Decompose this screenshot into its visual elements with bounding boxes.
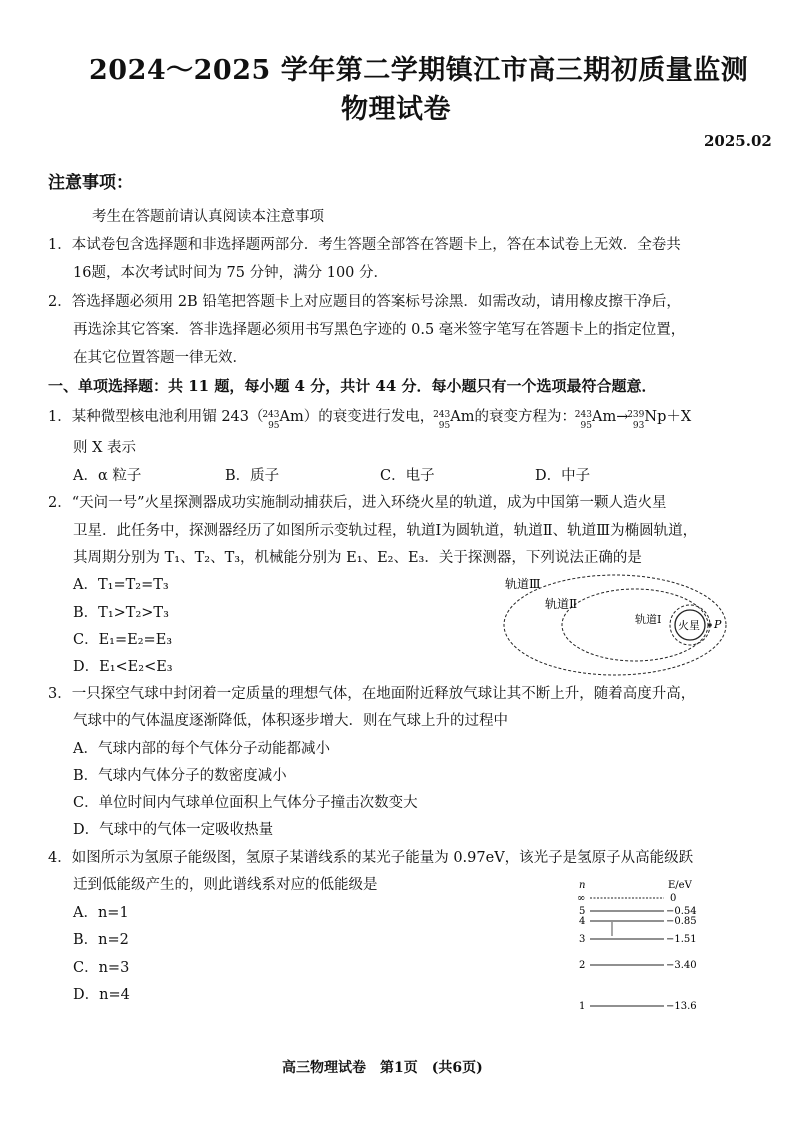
q2-option-a: A．T₁=T₂=T₃ [73, 577, 169, 593]
notice-item-2-line-3: 在其它位置答题一律无效． [73, 350, 247, 366]
q3-option-b: B．气球内气体分子的数密度减小 [73, 768, 287, 784]
level-e-2: −3.40 [666, 960, 697, 971]
energy-level-diagram [572, 876, 712, 1016]
orbit-1-label: 轨道Ⅰ [635, 613, 662, 626]
question-4-line-1: 4．如图所示为氢原子能级图，氢原子某谱线系的某光子能量为 0.97eV，该光子是氢原子从高能级跃 [48, 850, 694, 866]
question-1-stem [48, 406, 692, 431]
q4-option-c: C．n=3 [73, 960, 130, 976]
arrow-icon: → [616, 409, 629, 425]
question-2-line-3: 其周期分别为 T₁、T₂、T₃，机械能分别为 E₁、E₂、E₃．关于探测器，下列说法正确的是 [73, 550, 642, 566]
np-symbol: Np [644, 409, 667, 425]
level-n-inf: ∞ [577, 893, 586, 904]
am-symbol-3: Am [591, 409, 617, 425]
section-1-heading: 一、单项选择题：共 11 题，每小题 4 分，共计 44 分．每小题只有一个选项最符合题意． [48, 377, 657, 395]
point-p-label: P [714, 618, 722, 631]
level-e-5: −0.54 [666, 906, 697, 917]
level-n-1: 1 [579, 1001, 586, 1012]
q2-option-c: C．E₁=E₂=E₃ [73, 632, 173, 648]
q4-option-a: A．n=1 [73, 905, 129, 921]
question-3-line-2: 气球中的气体温度逐渐降低，体积逐步增大．则在气球上升的过程中 [73, 713, 508, 729]
level-e-4: −0.85 [666, 916, 697, 927]
am-nuclide [262, 406, 280, 431]
am-charge-3: 95 [580, 421, 592, 431]
q3-option-a: A．气球内部的每个气体分子动能都减小 [73, 741, 330, 757]
q1-option-a: A．α 粒子 [73, 468, 142, 484]
q1-text-d: ＋X [666, 409, 692, 425]
np-charge: 93 [632, 421, 645, 431]
q3-option-c: C．单位时间内气球单位面积上气体分子撞击次数变大 [73, 795, 418, 811]
q4-option-b: B．n=2 [73, 932, 129, 948]
q1-option-c: C．电子 [380, 468, 435, 484]
mars-label: 火星 [678, 619, 700, 632]
question-4-line-2: 迁到低能级产生的，则此谱线系对应的低能级是 [73, 877, 378, 893]
level-n-2: 2 [579, 960, 586, 971]
notice-item-2-line-1: 2．答选择题必须用 2B 铅笔把答题卡上对应题目的答案标号涂黑．如需改动，请用橡皮擦干净后， [48, 294, 681, 310]
n-header: n [579, 880, 586, 891]
am-symbol: Am [279, 409, 304, 425]
q1-text-c: 的衰变方程为： [474, 409, 576, 425]
page-title-line1: 2024～2025 学年第二学期镇江市高三期初质量监测 [89, 55, 749, 86]
level-e-3: −1.51 [666, 934, 697, 945]
page-title-line2: 物理试卷 [341, 94, 451, 125]
notice-item-2-line-2: 再选涂其它答案．答非选择题必须用书写黑色字迹的 0.5 毫米签字笔写在答题卡上的指定位置， [73, 322, 686, 338]
level-e-inf: 0 [670, 893, 677, 904]
q2-option-d: D．E₁<E₂<E₃ [73, 659, 173, 675]
level-n-4: 4 [579, 916, 586, 927]
level-n-3: 3 [579, 934, 586, 945]
question-2-line-2: 卫星．此任务中，探测器经历了如图所示变轨过程，轨道Ⅰ为圆轨道，轨道Ⅱ、轨道Ⅲ为椭圆轨道， [73, 523, 698, 539]
q1-text-a: 1．某种微型核电池利用镅 243（ [48, 409, 264, 425]
page-footer: 高三物理试卷 第1页 (共6页) [282, 1060, 483, 1076]
am-charge: 95 [268, 421, 280, 431]
notice-heading: 注意事项： [48, 173, 133, 193]
exam-date: 2025.02 [704, 132, 772, 150]
level-n-5: 5 [579, 906, 586, 917]
point-p-dot [708, 623, 712, 627]
q1-option-b: B．质子 [225, 468, 280, 484]
np-mass: 239 [627, 410, 645, 420]
q3-option-d: D．气球中的气体一定吸收热量 [73, 822, 274, 838]
am-mass-2: 243 [433, 410, 451, 420]
e-header: E/eV [668, 880, 692, 891]
am-nuclide-3 [574, 406, 592, 431]
notice-item-1-line-2: 16题，本次考试时间为 75 分钟，满分 100 分． [73, 265, 389, 281]
question-3-line-1: 3．一只探空气球中封闭着一定质量的理想气体，在地面附近释放气球让其不断上升，随着高度升高， [48, 686, 696, 702]
question-2-line-1: 2．“天问一号”火星探测器成功实施制动捕获后，进入环绕火星的轨道，成为中国第一颗人造火星 [48, 495, 667, 511]
am-symbol-2: Am [450, 409, 475, 425]
am-nuclide-2 [433, 406, 451, 431]
notice-intro: 考生在答题前请认真阅读本注意事项 [92, 209, 324, 225]
level-e-1: −13.6 [666, 1001, 697, 1012]
am-mass: 243 [262, 410, 280, 420]
q2-option-b: B．T₁>T₂>T₃ [73, 605, 169, 621]
q1-option-d: D．中子 [535, 468, 591, 484]
notice-item-1-line-1: 1．本试卷包含选择题和非选择题两部分．考生答题全部答在答题卡上，答在本试卷上无效．全卷共 [48, 237, 681, 253]
am-mass-3: 243 [574, 410, 592, 420]
orbit-diagram [495, 570, 745, 685]
q1-text-b: ）的衰变进行发电， [303, 409, 435, 425]
q4-option-d: D．n=4 [73, 987, 130, 1003]
orbit-2-label: 轨道Ⅱ [545, 597, 578, 611]
am-charge-2: 95 [438, 421, 451, 431]
np-nuclide [627, 406, 645, 431]
orbit-3-label: 轨道Ⅲ [505, 577, 541, 591]
question-1-line-2: 则 X 表示 [73, 440, 137, 456]
